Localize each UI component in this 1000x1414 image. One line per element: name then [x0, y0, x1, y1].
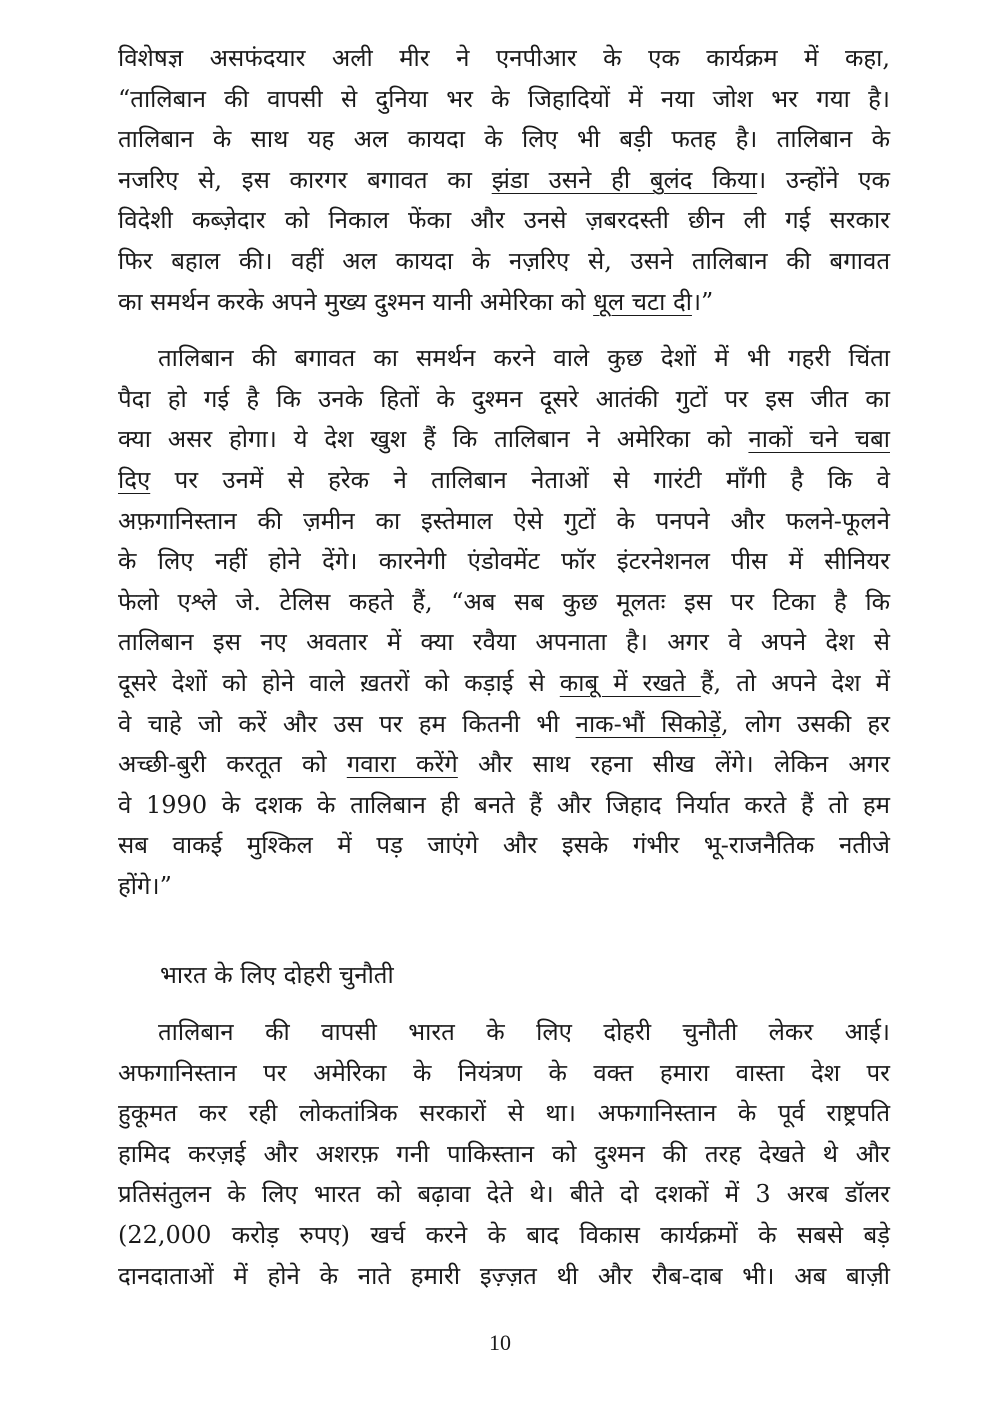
text-line: फेलो एश्ले जे. टेलिस कहते हैं, “अब सब कुछ मूलतः इस पर टिका है कि: [118, 587, 890, 616]
text-line: पैदा हो गई है कि उनके हितों के दुश्मन दूसरे आतंकी गुटों पर इस जीत का: [118, 384, 890, 413]
text-line: तालिबान की बगावत का समर्थन करने वाले कुछ देशों में भी गहरी चिंता: [158, 344, 890, 373]
text-segment: का समर्थन करके अपने मुख्य दुश्मन यानी अमेरिका को: [118, 287, 594, 316]
paragraph-1: [118, 38, 890, 322]
text-line: [118, 282, 890, 323]
text-segment: वे चाहे जो करें और उस पर हम कितनी भी: [118, 709, 576, 738]
text-segment: पर उनमें से हरेक ने तालिबान नेताओं से गारंटी माँगी है कि वे: [150, 465, 890, 494]
text-line: (22,000 करोड़ रुपए) खर्च करने के बाद विकास कार्यक्रमों के सबसे बड़े: [118, 1220, 890, 1249]
text-segment: क्या असर होगा। ये देश खुश हैं कि तालिबान ने अमेरिका को: [118, 425, 749, 454]
text-line: हुकूमत कर रही लोकतांत्रिक सरकारों से था। अफगानिस्तान के पूर्व राष्ट्रपति: [118, 1099, 890, 1128]
text-line: अफ़गानिस्तान की ज़मीन का इस्तेमाल ऐसे गुटों के पनपने और फलने-फूलने: [118, 506, 890, 535]
text-line: हामिद करज़ई और अशरफ़ गनी पाकिस्तान को दुश्मन की तरह देखते थे और: [118, 1139, 890, 1168]
underlined-phrase: धूल चटा दी: [593, 287, 692, 316]
paragraph-gap: [118, 322, 890, 338]
text-line: तालिबान की वापसी भारत के लिए दोहरी चुनौती लेकर आई।: [158, 1018, 890, 1046]
paragraph-3: [118, 1012, 890, 1296]
text-line: प्रतिसंतुलन के लिए भारत को बढ़ावा देते थे। बीते दो दशकों में 3 अरब डॉलर: [118, 1180, 890, 1209]
text-line: [118, 744, 890, 785]
text-line: [118, 704, 890, 745]
text-segment: और साथ रहना सीख लेंगे। लेकिन अगर: [457, 750, 890, 779]
text-line: विदेशी कब्ज़ेदार को निकाल फेंका और उनसे ज़बरदस्ती छीन ली गई सरकार: [118, 206, 890, 235]
text-segment: ।”: [691, 287, 714, 316]
text-segment: दूसरे देशों को होने वाले ख़तरों को कड़ाई से: [118, 668, 560, 697]
paragraph-2: [118, 338, 890, 906]
text-line: [118, 460, 890, 501]
text-line: “तालिबान की वापसी से दुनिया भर के जिहादियों में नया जोश भर गया है।: [118, 84, 890, 113]
text-line: फिर बहाल की। वहीं अल कायदा के नज़रिए से, उसने तालिबान की बगावत: [118, 246, 890, 275]
text-segment: अच्छी-बुरी करतूत को: [118, 750, 347, 779]
text-line: के लिए नहीं होने देंगे। कारनेगी एंडोवमेंट फॉर इंटरनेशनल पीस में सीनियर: [118, 547, 890, 576]
underlined-phrase: नाकों चने चबा: [748, 425, 890, 454]
underlined-phrase: दिए: [118, 465, 151, 494]
underlined-phrase: गवारा करेंगे: [346, 750, 458, 779]
page-body: [118, 38, 890, 906]
text-line: अफगानिस्तान पर अमेरिका के नियंत्रण के वक्त हमारा वास्ता देश पर: [118, 1058, 890, 1087]
text-segment: नजरिए से, इस कारगर बगावत का: [118, 165, 492, 194]
text-line: वे 1990 के दशक के तालिबान ही बनते हैं और जिहाद निर्यात करते हैं तो हम: [118, 790, 890, 819]
page-body-lower: [118, 1012, 890, 1296]
text-line: [118, 419, 890, 460]
page-number: 10: [489, 1330, 511, 1355]
underlined-phrase: झंडा उसने ही बुलंद किया: [491, 165, 758, 194]
section-heading: भारत के लिए दोहरी चुनौती: [160, 961, 394, 989]
text-segment: , लोग उसकी हर: [721, 709, 890, 738]
text-line: [118, 160, 890, 201]
text-line: दानदाताओं में होने के नाते हमारी इज़्ज़त थी और रौब-दाब भी। अब बाज़ी: [118, 1261, 890, 1290]
underlined-phrase: नाक-भौं सिकोड़ें: [575, 709, 721, 738]
text-line: तालिबान के साथ यह अल कायदा के लिए भी बड़ी फतह है। तालिबान के: [118, 125, 890, 154]
text-line: होंगे।”: [118, 871, 172, 900]
text-line: तालिबान इस नए अवतार में क्या रवैया अपनाता है। अगर वे अपने देश से: [118, 628, 890, 657]
text-segment: हैं, तो अपने देश में: [700, 668, 890, 697]
text-segment: । उन्होंने एक: [757, 165, 890, 194]
text-line: [118, 663, 890, 704]
text-line: सब वाकई मुश्किल में पड़ जाएंगे और इसके गंभीर भू-राजनैतिक नतीजे: [118, 831, 890, 860]
underlined-phrase: काबू में रखते: [559, 668, 701, 697]
text-line: विशेषज्ञ असफंदयार अली मीर ने एनपीआर के एक कार्यक्रम में कहा,: [118, 44, 890, 72]
